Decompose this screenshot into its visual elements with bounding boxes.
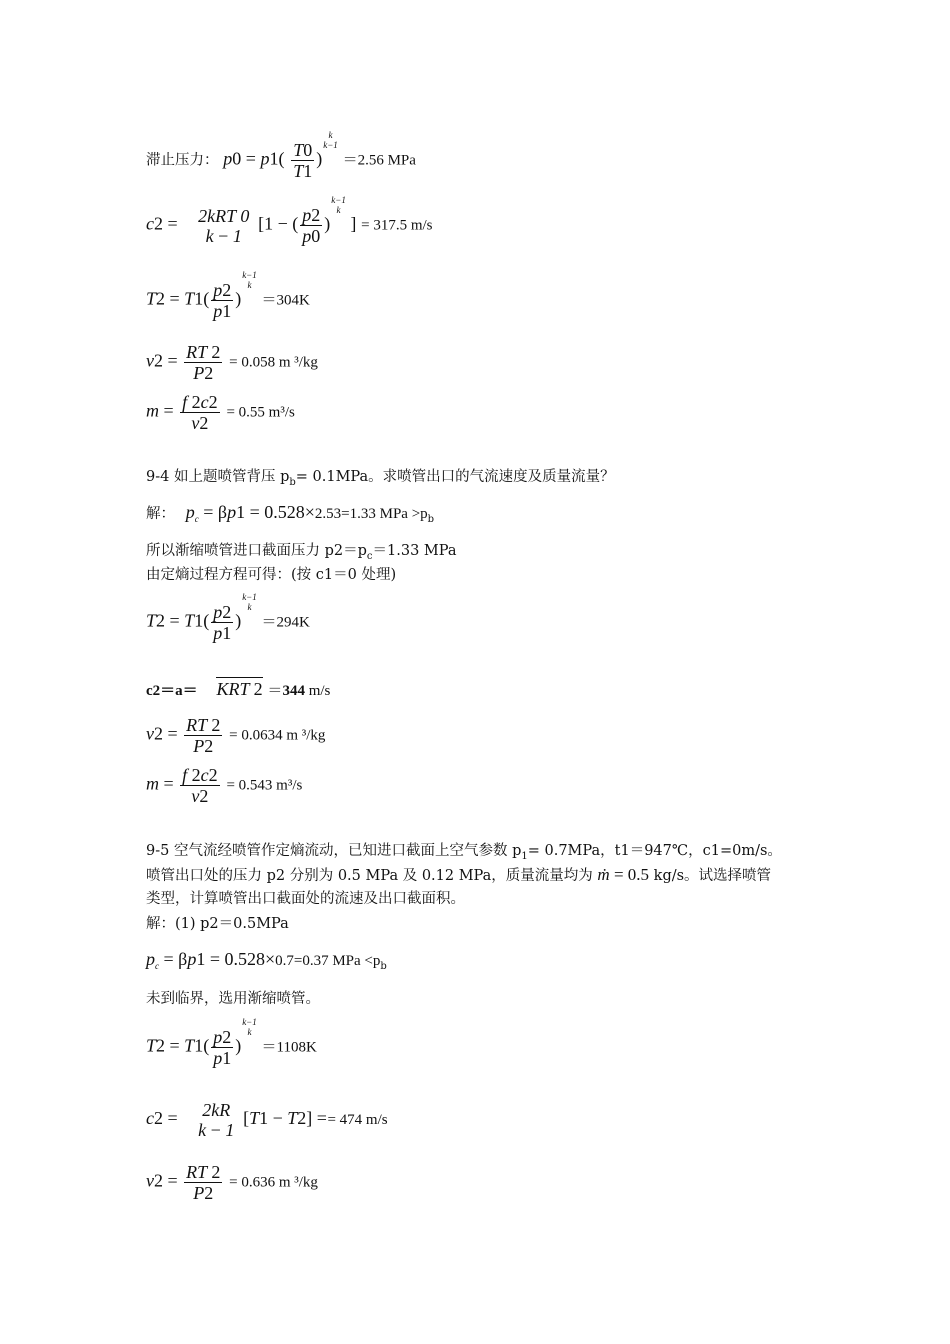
c2-sound-value: 344: [282, 683, 305, 699]
c2-equation-3: c2 = 2kR k − 1 [T1 − T2] = = 474 m/s: [146, 1100, 388, 1140]
stagnation-result: ＝2.56 MPa: [342, 152, 416, 169]
t2-equation-3: T2 = T1( $\frac{p2}{p1}$ ) k−1 k ＝1108K: [146, 1017, 317, 1068]
question-9-4: 9-4 如上题喷管背压 $p_b= 0.1MPa$。求喷管出口的气流速度及质量流量？: [146, 469, 615, 488]
entrance-pressure-line: 所以渐缩喷管进口截面压力 $p2=p_c=1.33$ MPa: [146, 543, 457, 562]
t2-result-3: ＝1108K: [261, 1039, 317, 1056]
m-equation-1: m = $\frac{f 2c2}{v2}$ = 0.55 m³/s: [146, 392, 295, 433]
c2-equation-1: c2 = 2kRT 0 k − 1 [1 − ( $\frac{p2}{p0}$ ) k−1 k ] = 317.5 m/s: [146, 195, 433, 246]
solution-9-4-critical: 解： $p_c = \beta p1 = 0.528\times 2.53=1.33$ MPa $>p_b$: [146, 502, 435, 525]
question-9-5-line2: 喷管出口处的压力 p2 分别为 0.5 MPa 及 0.12 MPa，质量流量均为 ṁ = 0.5 kg/s。试选择喷管: [146, 865, 772, 884]
t2-result-1: ＝304K: [261, 292, 310, 309]
v2-equation-1: v2 = $\frac{RT 2}{P2}$ = 0.058 m ³/kg: [146, 342, 318, 383]
m-result-1: = 0.55 m³/s: [226, 404, 295, 421]
c2-sound-speed: c2＝a＝ KRT 2 ＝344 m/s: [146, 679, 331, 699]
t2-result-2: ＝294K: [261, 614, 310, 631]
stagnation-label: 滞止压力：: [146, 152, 219, 169]
t2-equation-2: T2 = T1( $\frac{p2}{p1}$ ) k−1 k ＝294K: [146, 592, 310, 643]
subcritical-conclusion: 未到临界，选用渐缩喷管。: [146, 991, 320, 1007]
isentropic-line: 由定熵过程方程可得：(按 c1＝0 处理): [146, 567, 397, 583]
m-equation-2: m = $\frac{f 2c2}{v2}$ = 0.543 m³/s: [146, 765, 303, 806]
fraction: $\frac{T0}{T1}$: [293, 140, 313, 181]
v2-result-3: = 0.636 m ³/kg: [229, 1174, 318, 1191]
m-result-2: = 0.543 m³/s: [226, 777, 303, 794]
v2-result-1: = 0.058 m ³/kg: [229, 354, 318, 371]
question-9-5-line3: 类型，计算喷管出口截面处的流速及出口截面积。: [146, 891, 465, 907]
v2-result-2: = 0.0634 m ³/kg: [229, 727, 326, 744]
solution-9-5-label: 解：(1) p2＝0.5MPa: [146, 916, 289, 932]
c2-result-1: = 317.5 m/s: [361, 217, 433, 234]
t2-equation-1: T2 = T1( $\frac{p2}{p1}$ ) k−1 k ＝304K: [146, 270, 310, 321]
c2-result-3: = 474 m/s: [327, 1112, 388, 1128]
v2-equation-2: v2 = $\frac{RT 2}{P2}$ = 0.0634 m ³/kg: [146, 715, 326, 756]
v2-equation-3: v2 = $\frac{RT 2}{P2}$ = 0.636 m ³/kg: [146, 1162, 318, 1203]
question-9-5-line1: 9-5 空气流经喷管作定熵流动，已知进口截面上空气参数 $p_1= 0.7MPa$，t1＝947℃，c1=0m/s。: [146, 843, 782, 862]
stagnation-pressure-line: 滞止压力： p0 = p1( $\frac{T0}{T1}$ ) k k−1 ＝2.56 MPa: [146, 130, 416, 181]
solution-9-5-critical: $p_c = \beta p1 = 0.528\times 0.7=0.37$ MPa $<p_b$: [146, 949, 387, 972]
